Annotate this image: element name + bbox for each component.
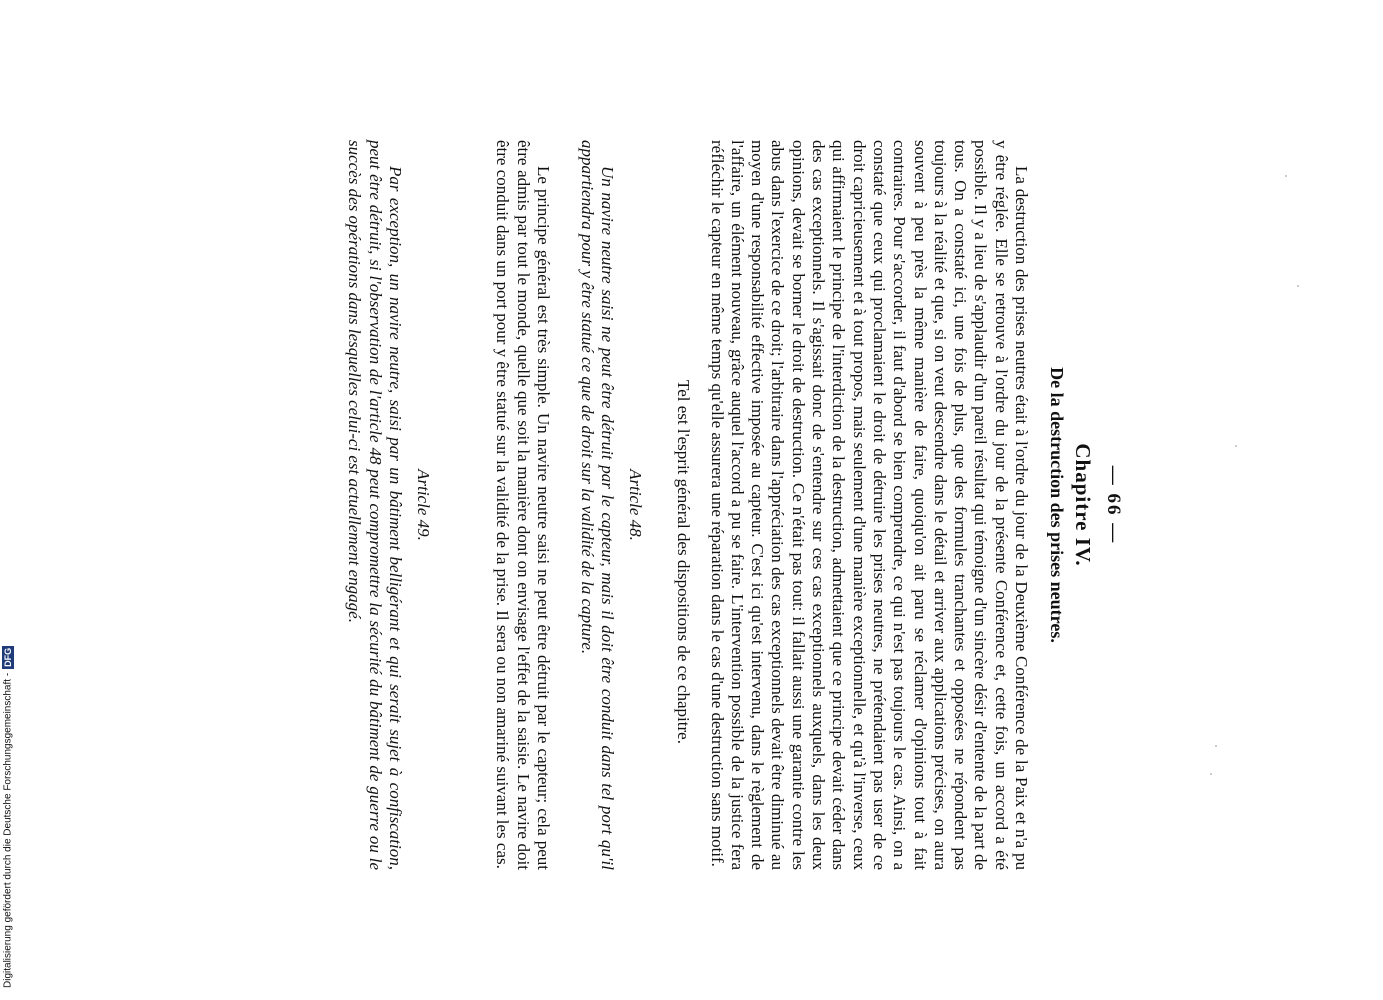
article-48-heading: Article 48. — [626, 469, 645, 541]
article-49-heading: Article 49. — [414, 469, 433, 541]
intro-paragraph: La destruction des prises neutres était à l'ordre du jour de la Deuxième Conférence de la Paix et n'a pu y être réglée. Elle se retrouve à l'ordre du jour de la présente Conférence et, cette fois, un accord a été possible. Il y a lieu de s'applaudir d'un pareil résultat qui témoigne d'un sincère désir d'entente de la part de tous. On a constaté ici, une fois de plus, que des formules tranchantes et opposées ne répondent pas toujours à la réalité et que, si on veut descendre dans le détail et arriver aux applications précises, on aura souvent à peu près la même manière de faire, quoiqu'on ait paru se réclamer d'opinions tout à fait contraires. Pour s'accorder, il faut d'abord se bien comprendre, ce qui n'est pas toujours le cas. Ainsi, on a constaté que ceux qui proclamaient le droit de détruire les prises neutres, ne prétendaient pas user de ce droit capricieusement et à tout propos, mais seulement d'une manière exceptionnelle, et qu'à l'inverse, ceux qui affirmaient le principe de l'interdiction de la destruction, admettaient que ce principe devait céder dans des cas exceptionnels. Il s'agissait donc de s'entendre sur ces cas exceptionnels auxquels, dans les deux opinions, devait se borner le droit de destruction. Ce n'était pas tout: il fallait aussi une garantie contre les abus dans l'exercice de ce droit; l'arbitraire dans l'appréciation des cas exceptionnels devait être diminué au moyen d'une responsabilité effective imposée au capteur. C'est ici qu'est intervenu, dans le règlement de l'affaire, un élément nouveau, grâce auquel l'accord a pu se faire. L'intervention possible de la justice fera réfléchir le capteur en même temps qu'elle assurera une réparation dans le cas d'une destruction sans motif. — [707, 140, 1031, 870]
rotated-document-page — [345, 140, 1124, 870]
scan-specks — [1205, 175, 1305, 875]
speck — [1285, 175, 1287, 177]
speck — [1215, 745, 1217, 747]
speck — [1235, 445, 1237, 447]
section-title: De la destruction des prises neutres. — [1047, 367, 1067, 643]
speck — [1210, 773, 1212, 775]
page-number: — 66 — — [1103, 465, 1124, 545]
spirit-paragraph: Tel est l'esprit général des dispositions de ce chapitre. — [674, 380, 693, 744]
article-48-comment: Le principe général est très simple. Un navire neutre saisi ne peut être détruit par le capteur; cela peut être admis par tout le monde, quelle que soit la manière dont on envisage l'effet de la saisie. Le navire doit être conduit dans un port pour y être statué sur la validité de la prise. Il sera ou non amariné suivant les cas. — [493, 140, 553, 870]
dfg-logo: DFG — [3, 647, 13, 667]
chapter-title: Chapitre IV. — [1071, 443, 1095, 567]
credit-text: Digitalisierung gefördert durch die Deutsche Forschungsgemeinschaft - — [2, 672, 14, 988]
speck — [1297, 285, 1299, 287]
article-48-text: Un navire neutre saisi ne peut être détruit par le capteur, mais il doit être conduit dans tel port qu'il appartiendra pour y être statué ce que de droit sur la validité de la capture. — [577, 140, 617, 870]
digitization-credit — [2, 646, 14, 988]
article-49-text: Par exception, un navire neutre, saisi par un bâtiment belligérant et qui serait sujet à confiscation, peut être détruit, si l'observation de l'article 48 peut compromettre la sécurité du bâtiment de guerre ou le succès des opérations dans lesquelles celui-ci est actuellement engagé. — [345, 140, 405, 870]
